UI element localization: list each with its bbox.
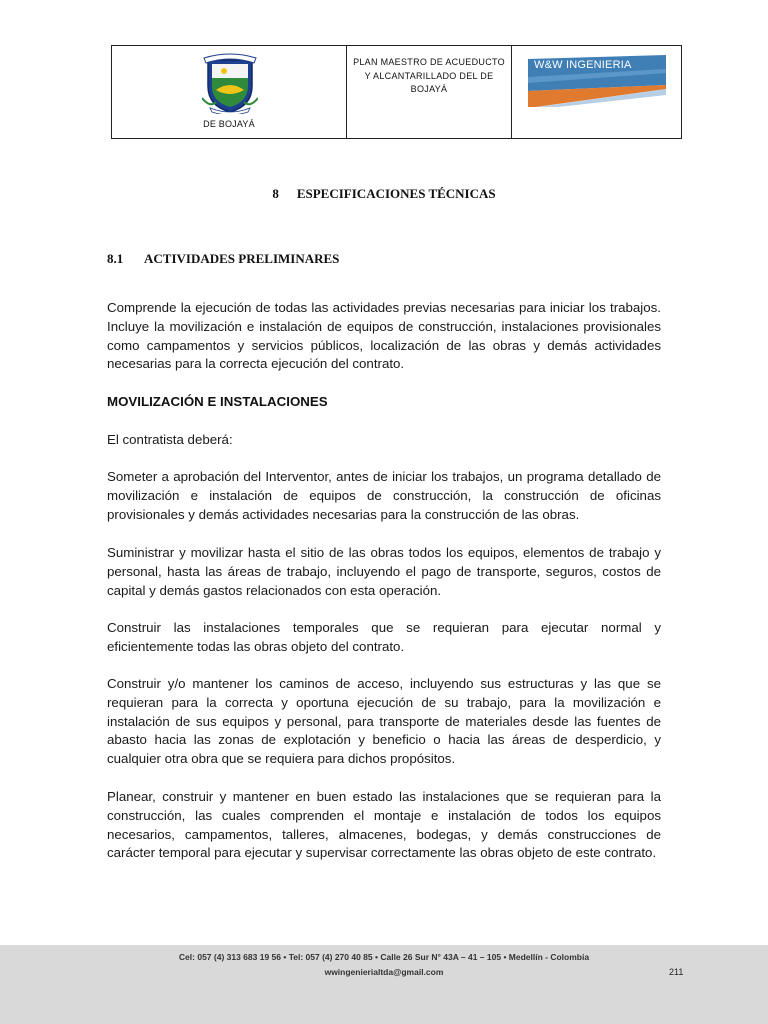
intro-paragraph: Comprende la ejecución de todas las actividades previas necesarias para iniciar los trabajos. Incluye la movilización e instalación de equipos de construcción, instalaciones provisionales como campamentos y servicios públicos, localización de las obras y demás actividades necesarias para la correcta ejecución del contrato. (107, 300, 661, 372)
footer-contact: Cel: 057 (4) 313 683 19 56 • Tel: 057 (4) 270 40 85 • Calle 26 Sur N° 43A – 41 – 105 • Medellín - Colombia (178, 952, 590, 962)
header-brand-cell (512, 46, 681, 138)
footer-email: wwingenierialtda@gmail.com (324, 967, 444, 977)
paragraph-1: Someter a aprobación del Interventor, antes de iniciar los trabajos, un programa detallado de movilización e instalación de equipos de construcción, la construcción de oficinas provisionales y demás actividades necesarias para la construcción de las obras. (107, 469, 661, 522)
municipal-crest-logo (202, 50, 258, 114)
header-logo-cell (112, 46, 347, 138)
lead-paragraph: El contratista deberá: (107, 432, 233, 447)
section-heading (107, 251, 339, 267)
subheading: MOVILIZACIÓN E INSTALACIONES (107, 394, 328, 409)
section-title: ACTIVIDADES PRELIMINARES (144, 251, 340, 266)
chapter-heading (0, 186, 768, 202)
header-title-cell (347, 46, 512, 138)
chapter-number: 8 (272, 186, 279, 201)
logo-caption: DE BOJAYÁ (203, 119, 255, 129)
paragraph-4: Construir y/o mantener los caminos de acceso, incluyendo sus estructuras y las que se requieran para la correcta y oportuna ejecución de su trabajo, para la movilización e instalación de sus equipos y personal, para transporte de materiales desde las fuentes de abasto hacia las zonas de explotación y beneficio o hacia las áreas de desperdicio, y cualquier otra obra que se requiera para dichos propósitos. (107, 676, 661, 767)
page-footer (0, 945, 768, 1024)
section-number: 8.1 (107, 251, 124, 266)
paragraph-5: Planear, construir y mantener en buen estado las instalaciones que se requieran para la construcción, las cuales comprenden el montaje e instalación de todos los equipos necesarios, campamentos, talleres, almacenes, bodegas, y demás construcciones de carácter temporal para ejecutar y supervisar correctamente las obras objeto de este contrato. (107, 789, 661, 861)
document-header (111, 45, 682, 139)
paragraph-3: Construir las instalaciones temporales que se requieran para ejecutar normal y eficientemente todas las obras objeto del contrato. (107, 620, 661, 654)
chapter-title: ESPECIFICACIONES TÉCNICAS (296, 186, 496, 201)
company-name: W&W INGENIERIA (534, 59, 632, 71)
paragraph-2: Suministrar y movilizar hasta el sitio de las obras todos los equipos, elementos de trabajo y personal, hasta las áreas de trabajo, incluyendo el pago de transporte, seguros, costos de capital y demás gastos relacionados con esta operación. (107, 545, 661, 598)
page-number: 211 (669, 967, 684, 977)
plan-title: PLAN MAESTRO DE ACUEDUCTO Y ALCANTARILLADO DEL DE BOJAYÁ (353, 57, 505, 94)
